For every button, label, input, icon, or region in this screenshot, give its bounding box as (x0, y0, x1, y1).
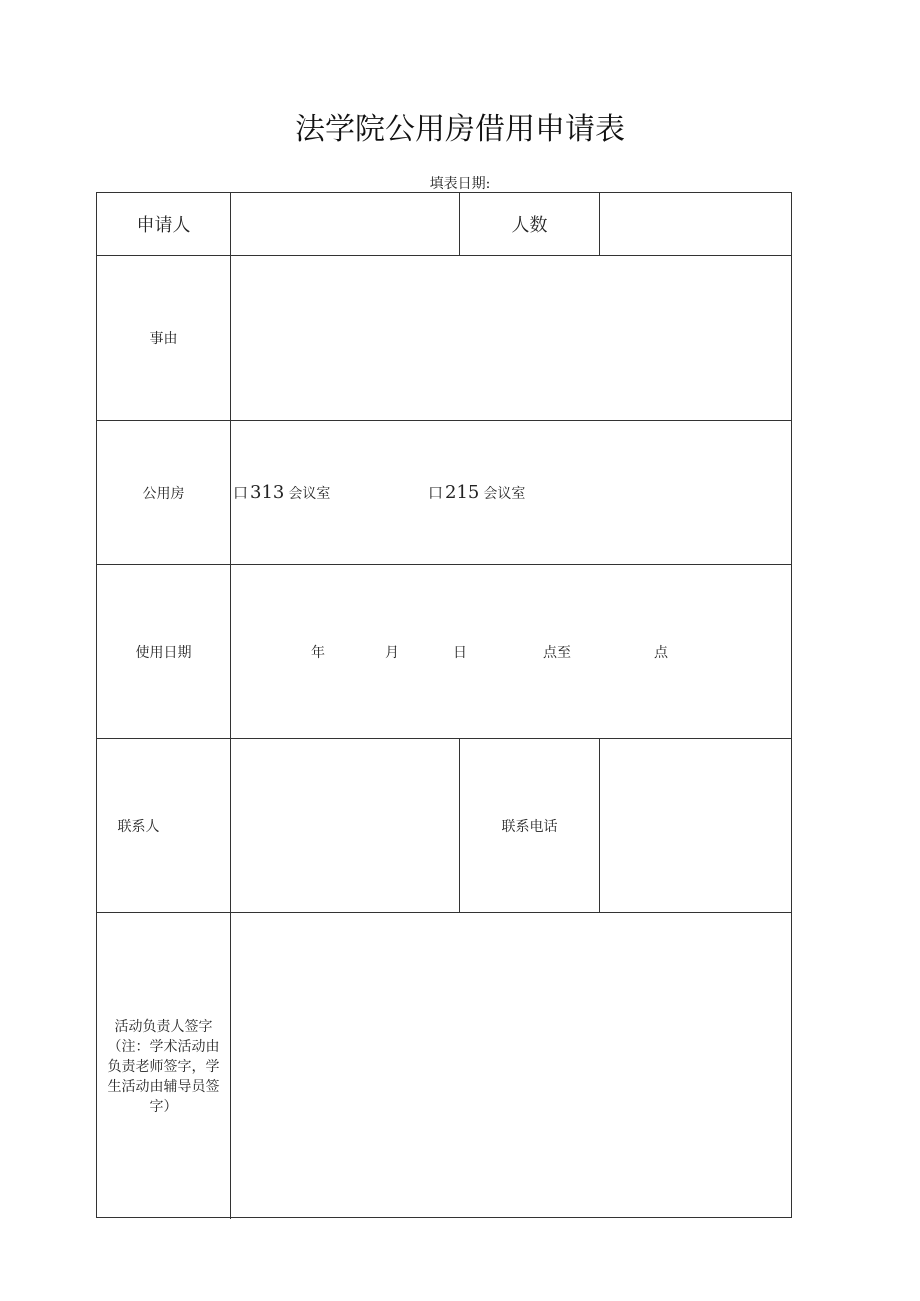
phone-label: 联系电话 (501, 818, 558, 835)
contact-label: 联系人 (117, 818, 160, 835)
phone-field[interactable] (600, 739, 792, 912)
signature-line: 活动负责人签字 (114, 1019, 213, 1035)
headcount-label: 人数 (511, 215, 548, 236)
room-suffix: 会议室 (483, 486, 526, 502)
room-label: 公用房 (142, 485, 185, 502)
signature-field[interactable] (231, 913, 792, 1218)
contact-field[interactable] (231, 739, 459, 912)
applicant-label: 申请人 (136, 215, 191, 236)
signature-line: 字） (149, 1099, 178, 1115)
signature-line: （注：学术活动由 (107, 1039, 220, 1055)
page-title: 法学院公用房借用申请表 (295, 112, 625, 147)
signature-line: 生活动由辅导员签 (107, 1079, 220, 1095)
checkbox-icon[interactable]: 口 (233, 484, 249, 502)
applicant-field[interactable] (231, 193, 459, 255)
date-day-label: 日 (453, 645, 467, 661)
reason-label: 事由 (149, 331, 178, 347)
date-label: 使用日期 (135, 644, 192, 661)
date-from-label: 点至 (543, 645, 571, 661)
room-option-215[interactable] (428, 482, 525, 503)
signature-label (97, 1017, 230, 1117)
room-number: 215 (445, 482, 480, 503)
room-option-313[interactable] (233, 482, 330, 503)
fill-date-label: 填表日期: (429, 176, 491, 192)
date-to-label: 点 (654, 645, 668, 661)
checkbox-icon[interactable]: 口 (428, 484, 444, 502)
date-year-label: 年 (311, 645, 325, 661)
headcount-field[interactable] (600, 193, 792, 255)
room-number: 313 (250, 482, 285, 503)
signature-line: 负责老师签字，学 (107, 1059, 220, 1075)
room-suffix: 会议室 (288, 486, 331, 502)
reason-field[interactable] (231, 256, 792, 420)
application-form (96, 192, 792, 1218)
date-month-label: 月 (385, 645, 399, 661)
